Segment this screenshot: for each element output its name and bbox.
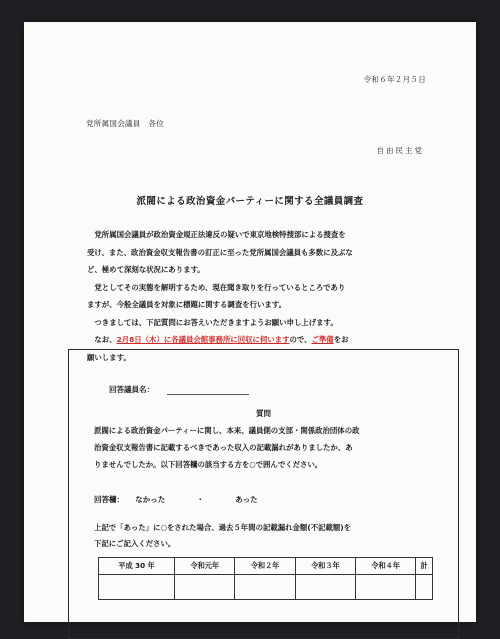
paragraph1-line3: ど、極めて深刻な状況にあります。 [87, 265, 205, 274]
followup-line: 上記で「あった」に○をされた場合、過去５年間の記載漏れ金額(不記載額)を [94, 523, 352, 532]
answerer-name-field[interactable] [167, 394, 249, 395]
question-line: 派閥による政治資金パーティーに関し、本来、議員側の支部・関係政治団体の政 [94, 426, 360, 435]
table-header-cell: 計 [416, 558, 433, 575]
paragraph2-line1: 党としてその実態を解明するため、現在聞き取りを行っているところであり [94, 282, 346, 292]
amount-cell[interactable] [356, 575, 416, 600]
question-text [94, 422, 450, 473]
paragraph3: つきましては、下記質問にお答えいただきますようお願い申し上げます。 [94, 317, 338, 327]
question-line: りませんでしたか。以下回答欄の該当する方を○で囲んでください。 [94, 460, 323, 469]
document-date: 令和６年２月５日 [363, 75, 426, 84]
addressee: 党所属国会議員 各位 [86, 119, 164, 128]
table-header-cell: 令和２年 [235, 558, 295, 575]
amount-cell[interactable] [295, 575, 355, 600]
paragraph1-line1: 党所属国会議員が政治資金規正法違反の疑いで東京地検特捜部による捜査を [94, 230, 346, 239]
question-line: 治資金収支報告書に記載するべきであった収入の記載漏れがありましたか、あ [94, 443, 353, 452]
table-header-cell: 平成 30 年 [99, 558, 175, 575]
paragraph2-line2: ますが、今般全議員を対象に標題に関する調査を行います。 [87, 300, 286, 309]
followup-text [94, 520, 450, 552]
answerer-label: 回答議員名： [109, 385, 154, 394]
amount-cell[interactable] [416, 575, 433, 600]
followup-line: 下記にご記入ください。 [94, 539, 176, 548]
table-row [99, 575, 433, 600]
deadline-notice: 2月8日（木）に各議員会館事務所に回収に伺います [116, 335, 290, 344]
amount-table [98, 557, 433, 600]
option-existed[interactable]: あった [235, 495, 258, 504]
paragraph4-line1: なお、2月8日（木）に各議員会館事務所に回収に伺いますので、ご準備をお [94, 335, 349, 344]
table-header-cell: 令和４年 [356, 558, 416, 575]
table-header-cell: 令和元年 [175, 558, 235, 575]
preparation-notice: ご準備 [311, 335, 334, 344]
paragraph4-line2: 願いします。 [87, 352, 131, 362]
amount-cell[interactable] [99, 575, 175, 600]
document-title: 派閥による政治資金パーティーに関する全議員調査 [136, 196, 364, 207]
paragraph1-line2: 受け、また、政治資金収支報告書の訂正に至った党所属国会議員も多数に及ぶな [87, 247, 353, 257]
option-separator: ・ [196, 495, 204, 504]
answer-label: 回答欄： [94, 495, 124, 504]
answer-row [94, 494, 258, 505]
table-header-cell: 令和３年 [295, 558, 355, 575]
question-heading: 質問 [256, 409, 271, 418]
response-form [68, 349, 459, 639]
body-text [87, 226, 427, 366]
amount-cell[interactable] [235, 575, 295, 600]
amount-cell[interactable] [175, 575, 235, 600]
option-not-existed[interactable]: なかった [135, 495, 166, 504]
sender: 自由民主党 [376, 146, 424, 155]
table-header-row [99, 558, 433, 575]
survey-document [24, 22, 476, 622]
